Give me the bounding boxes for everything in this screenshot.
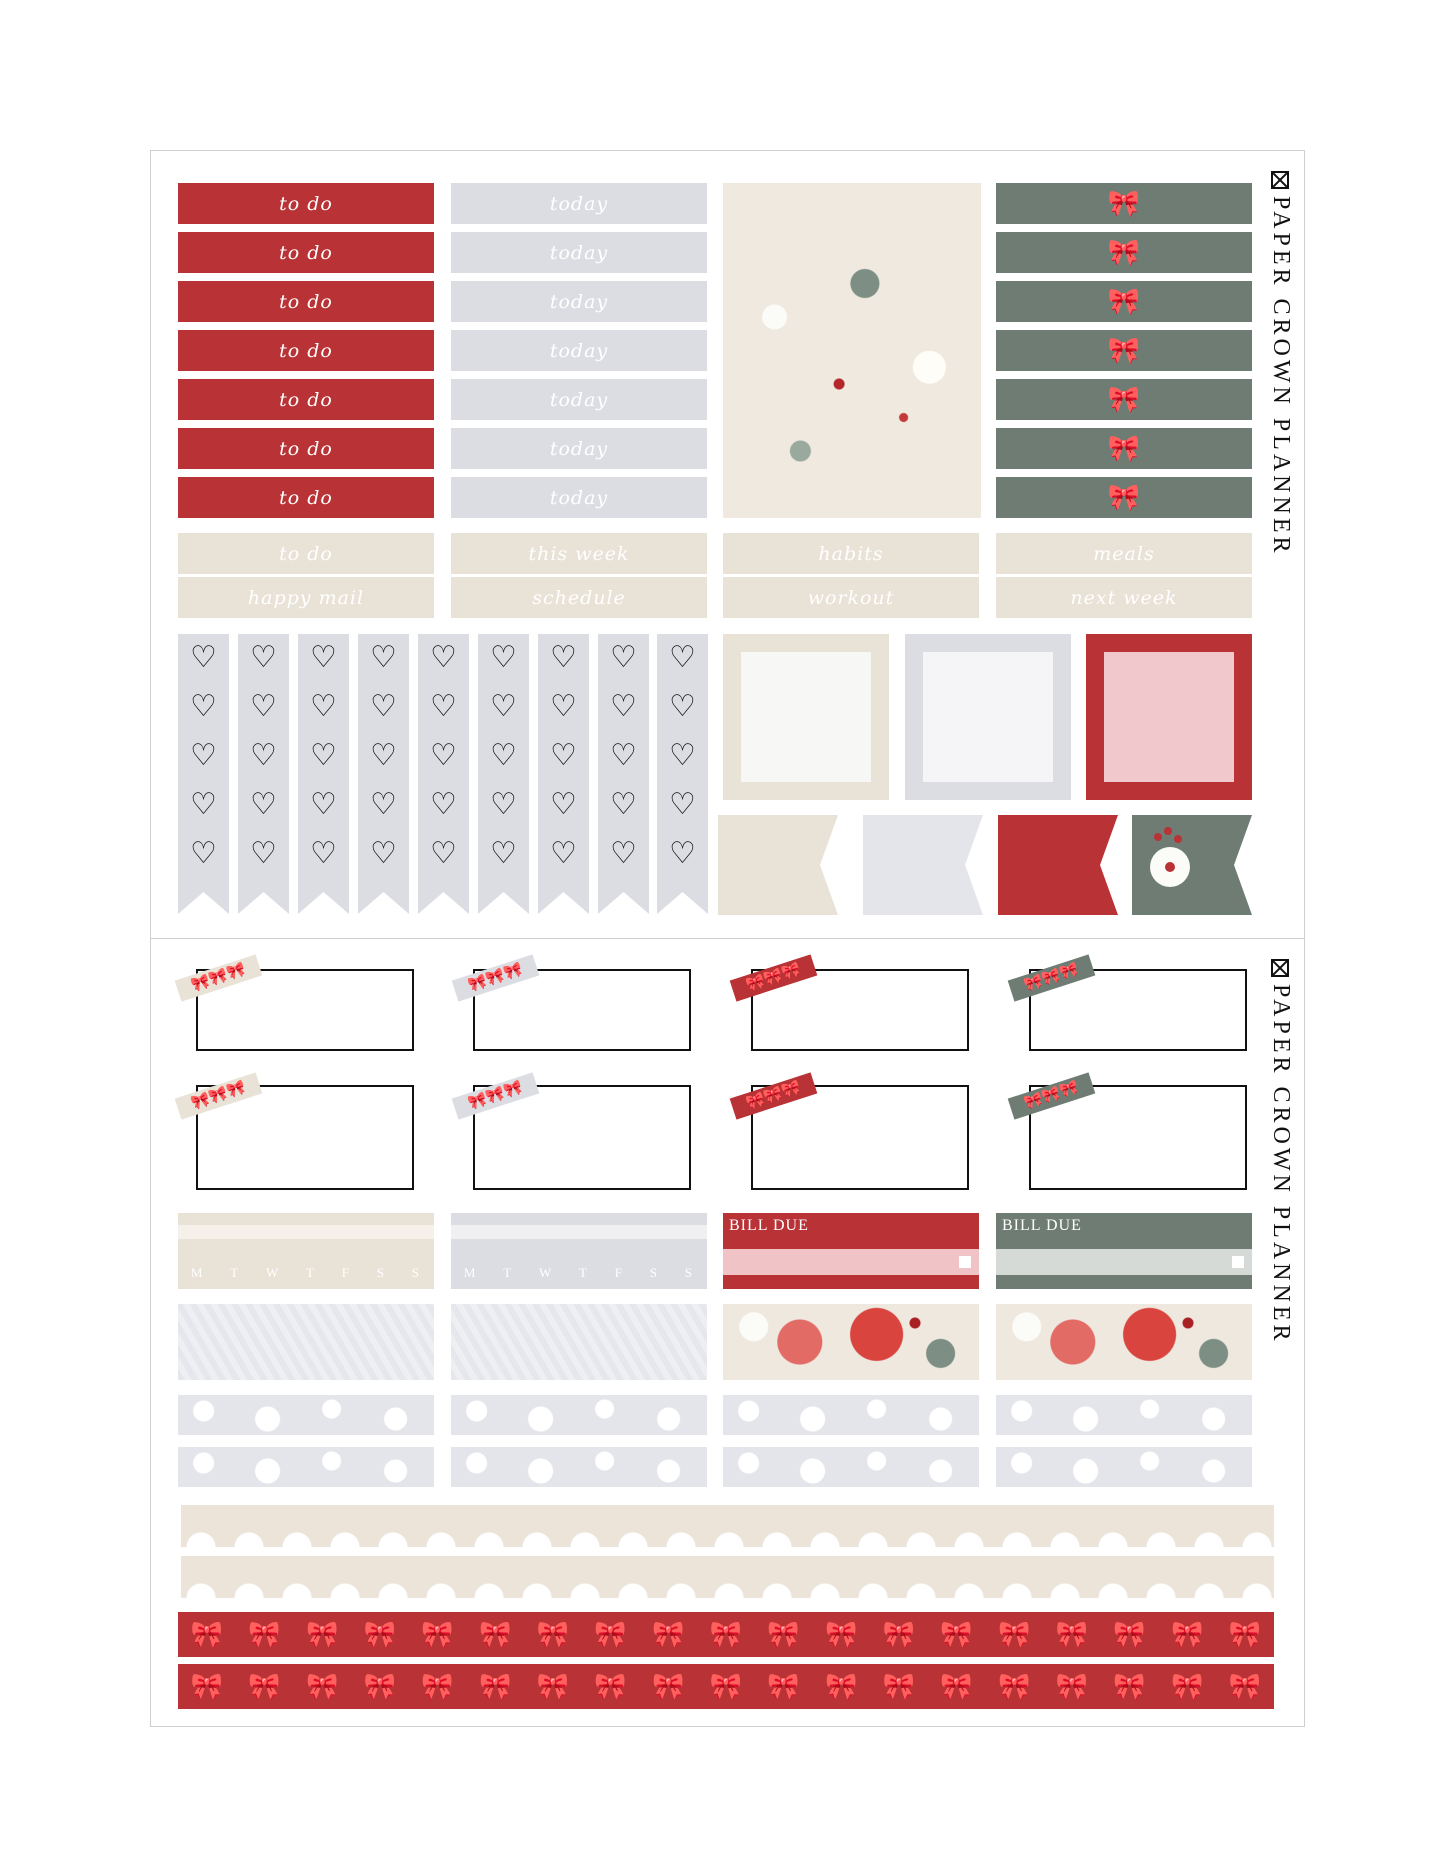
bow-icon: 🎀 (998, 1671, 1031, 1701)
today-strip: today (451, 428, 707, 469)
knit-strip (178, 1304, 434, 1380)
tracker-band (451, 1225, 707, 1239)
heart-icon: ♡ (669, 739, 696, 772)
crown-logo-icon (1271, 959, 1289, 977)
heart-flag (298, 643, 349, 869)
day-label: M (190, 1265, 205, 1280)
bow-icon: 🎀 (1107, 237, 1141, 267)
heart-icon: ♡ (550, 641, 577, 674)
bow-icon: 🎀🎀🎀 (466, 961, 525, 994)
day-label: S (649, 1265, 660, 1280)
day-label: T (579, 1265, 589, 1280)
todo-strip: to do (178, 477, 434, 518)
brand-text: PAPER CROWN PLANNER (1268, 984, 1294, 1345)
heart-icon: ♡ (250, 690, 277, 723)
day-label: S (411, 1265, 422, 1280)
bow-icon: 🎀 (479, 1671, 512, 1701)
bow-icon: 🎀 (1113, 1619, 1146, 1649)
beige-pennant-flag (718, 815, 838, 915)
bow-icon: 🎀 (248, 1619, 281, 1649)
todo-strip: to do (178, 330, 434, 371)
bow-strip (996, 330, 1252, 371)
bow-icon: 🎀 (1107, 335, 1141, 365)
knit-strip (451, 1304, 707, 1380)
bill-due-red (723, 1213, 979, 1289)
snow-strip (451, 1447, 707, 1487)
bow-strip (996, 183, 1252, 224)
heart-icon: ♡ (610, 788, 637, 821)
bow-icon: 🎀 (305, 1619, 339, 1649)
today-strip: today (451, 379, 707, 420)
sticker-sheet-1 (150, 150, 1305, 940)
sticker-sheet-2 (150, 938, 1305, 1727)
red-framed-box (1086, 634, 1252, 800)
bow-icon: 🎀 (1171, 1619, 1204, 1649)
snow-strip (178, 1395, 434, 1435)
heart-icon: ♡ (250, 788, 277, 821)
bow-icon: 🎀 (1055, 1619, 1089, 1649)
snow-strip (996, 1395, 1252, 1435)
todo-strip: to do (178, 281, 434, 322)
heart-icon: ♡ (310, 690, 337, 723)
heart-flag (358, 643, 409, 869)
bill-due-band (723, 1249, 979, 1275)
header-label: happy mail (178, 577, 434, 618)
heart-icon: ♡ (250, 837, 277, 870)
snow-strip (723, 1447, 979, 1487)
heart-icon: ♡ (310, 641, 337, 674)
snow-strip (178, 1447, 434, 1487)
todo-strip: to do (178, 232, 434, 273)
bow-icon: 🎀 (190, 1619, 224, 1649)
heart-icon: ♡ (610, 690, 637, 723)
bow-icon: 🎀🎀🎀 (744, 961, 803, 994)
header-label: schedule (451, 577, 707, 618)
snow-strip (451, 1395, 707, 1435)
header-label: workout (723, 577, 979, 618)
bow-icon: 🎀 (652, 1619, 685, 1649)
heart-icon: ♡ (490, 788, 517, 821)
bow-icon: 🎀 (305, 1671, 339, 1701)
beige-framed-box (723, 634, 889, 800)
day-label: F (614, 1265, 624, 1280)
header-label: next week (996, 577, 1252, 618)
floral-strip-block (723, 183, 981, 518)
heart-flag (478, 643, 529, 869)
bow-icon: 🎀 (825, 1671, 858, 1701)
bow-icon: 🎀 (363, 1671, 397, 1701)
snow-strip (996, 1447, 1252, 1487)
week-tracker-beige (178, 1213, 434, 1289)
heart-icon: ♡ (610, 739, 637, 772)
checkbox-icon (1232, 1256, 1244, 1268)
bow-icon: 🎀 (1171, 1671, 1204, 1701)
red-pennant-flag (998, 815, 1118, 915)
bow-icon: 🎀🎀🎀 (189, 1079, 248, 1112)
today-strip: today (451, 477, 707, 518)
bow-icon: 🎀 (652, 1671, 685, 1701)
bill-due-band (996, 1249, 1252, 1275)
heart-icon: ♡ (190, 690, 217, 723)
bow-icon: 🎀🎀🎀 (189, 961, 248, 994)
bow-strip (996, 281, 1252, 322)
snow-strip (723, 1395, 979, 1435)
bow-strip (996, 477, 1252, 518)
heart-flag (598, 643, 649, 869)
checkbox-icon (959, 1256, 971, 1268)
bow-icon: 🎀 (940, 1671, 973, 1701)
heart-icon: ♡ (370, 690, 397, 723)
bow-icon: 🎀 (1113, 1671, 1146, 1701)
bow-icon: 🎀 (536, 1619, 570, 1649)
poinsettia-strip (723, 1304, 979, 1380)
bow-icon: 🎀 (594, 1671, 627, 1701)
heart-icon: ♡ (190, 641, 217, 674)
heart-icon: ♡ (310, 739, 337, 772)
heart-flag (418, 643, 469, 869)
bow-icon: 🎀 (421, 1619, 454, 1649)
beige-scallop-washi (181, 1505, 1274, 1547)
grey-framed-box (905, 634, 1071, 800)
bow-icon: 🎀 (1107, 188, 1141, 218)
bill-due-label: BILL DUE (1002, 1217, 1082, 1234)
bill-due-sage (996, 1213, 1252, 1289)
bow-icon: 🎀 (998, 1619, 1031, 1649)
todo-strip: to do (178, 379, 434, 420)
heart-icon: ♡ (430, 690, 457, 723)
heart-icon: ♡ (490, 690, 517, 723)
bow-icon: 🎀 (248, 1671, 281, 1701)
bow-icon: 🎀🎀🎀 (466, 1079, 525, 1112)
bow-icon: 🎀 (882, 1671, 916, 1701)
day-label: T (306, 1265, 316, 1280)
heart-icon: ♡ (190, 837, 217, 870)
heart-icon: ♡ (550, 690, 577, 723)
day-label: W (265, 1265, 281, 1280)
today-strip: today (451, 330, 707, 371)
heart-icon: ♡ (310, 837, 337, 870)
today-strip: today (451, 281, 707, 322)
todo-strip: to do (178, 183, 434, 224)
snow-pennant-flag (863, 815, 983, 915)
day-row (178, 1263, 434, 1283)
crown-logo-icon (1271, 171, 1289, 189)
heart-icon: ♡ (370, 739, 397, 772)
day-label: M (463, 1265, 478, 1280)
bow-icon: 🎀 (479, 1619, 512, 1649)
bow-icon: 🎀 (1107, 482, 1141, 512)
heart-icon: ♡ (250, 641, 277, 674)
today-strip: today (451, 183, 707, 224)
bow-icon: 🎀 (940, 1619, 973, 1649)
heart-icon: ♡ (669, 788, 696, 821)
day-label: W (538, 1265, 554, 1280)
day-label: T (503, 1265, 514, 1280)
heart-icon: ♡ (250, 739, 277, 772)
bow-strip (996, 379, 1252, 420)
header-label: this week (451, 533, 707, 574)
heart-icon: ♡ (610, 641, 637, 674)
brand-text: PAPER CROWN PLANNER (1268, 196, 1294, 557)
poinsettia-strip (996, 1304, 1252, 1380)
tracker-band (178, 1225, 434, 1239)
beige-scallop-washi (181, 1556, 1274, 1598)
day-label: S (684, 1265, 695, 1280)
heart-icon: ♡ (430, 788, 457, 821)
day-label: F (341, 1265, 351, 1280)
heart-icon: ♡ (370, 788, 397, 821)
heart-icon: ♡ (550, 739, 577, 772)
day-row (451, 1263, 707, 1283)
heart-icon: ♡ (190, 739, 217, 772)
bow-icon: 🎀 (767, 1671, 800, 1701)
bow-icon: 🎀 (1107, 384, 1141, 414)
todo-strip: to do (178, 428, 434, 469)
bow-icon: 🎀 (1107, 433, 1141, 463)
bow-icon: 🎀 (421, 1671, 454, 1701)
bow-icon: 🎀🎀🎀 (744, 1079, 803, 1112)
heart-icon: ♡ (490, 837, 517, 870)
red-bow-washi (178, 1612, 1274, 1657)
bow-icon: 🎀 (594, 1619, 627, 1649)
red-bow-washi (178, 1664, 1274, 1709)
sage-pennant-flag (1132, 815, 1252, 915)
bow-strip (996, 232, 1252, 273)
bow-icon: 🎀 (709, 1619, 743, 1649)
bow-icon: 🎀 (882, 1619, 916, 1649)
pennant-flag-row (718, 815, 1258, 915)
bow-icon: 🎀 (1228, 1619, 1262, 1649)
today-strip: today (451, 232, 707, 273)
bow-icon: 🎀 (767, 1619, 800, 1649)
heart-flag (657, 643, 708, 869)
week-tracker-grey (451, 1213, 707, 1289)
bill-due-label: BILL DUE (729, 1217, 809, 1234)
day-label: T (230, 1265, 241, 1280)
day-label: S (376, 1265, 387, 1280)
header-label: habits (723, 533, 979, 574)
heart-icon: ♡ (190, 788, 217, 821)
bow-icon: 🎀 (536, 1671, 570, 1701)
header-label: meals (996, 533, 1252, 574)
bow-icon: 🎀 (363, 1619, 397, 1649)
heart-icon: ♡ (669, 690, 696, 723)
header-label: to do (178, 533, 434, 574)
heart-icon: ♡ (610, 837, 637, 870)
heart-icon: ♡ (370, 641, 397, 674)
heart-icon: ♡ (430, 739, 457, 772)
heart-flag (538, 643, 589, 869)
bow-icon: 🎀 (1055, 1671, 1089, 1701)
heart-icon: ♡ (669, 641, 696, 674)
bow-icon: 🎀🎀🎀 (1022, 1079, 1081, 1112)
bow-strip (996, 428, 1252, 469)
bow-icon: 🎀 (825, 1619, 858, 1649)
heart-icon: ♡ (669, 837, 696, 870)
heart-icon: ♡ (430, 641, 457, 674)
bow-icon: 🎀 (1228, 1671, 1262, 1701)
heart-icon: ♡ (550, 788, 577, 821)
heart-flag (178, 643, 229, 869)
bow-icon: 🎀 (1107, 286, 1141, 316)
heart-icon: ♡ (550, 837, 577, 870)
heart-icon: ♡ (310, 788, 337, 821)
heart-icon: ♡ (430, 837, 457, 870)
bow-icon: 🎀 (190, 1671, 224, 1701)
heart-icon: ♡ (490, 641, 517, 674)
bow-icon: 🎀 (709, 1671, 743, 1701)
bow-icon: 🎀🎀🎀 (1022, 961, 1081, 994)
heart-icon: ♡ (490, 739, 517, 772)
heart-icon: ♡ (370, 837, 397, 870)
heart-flag (238, 643, 289, 869)
